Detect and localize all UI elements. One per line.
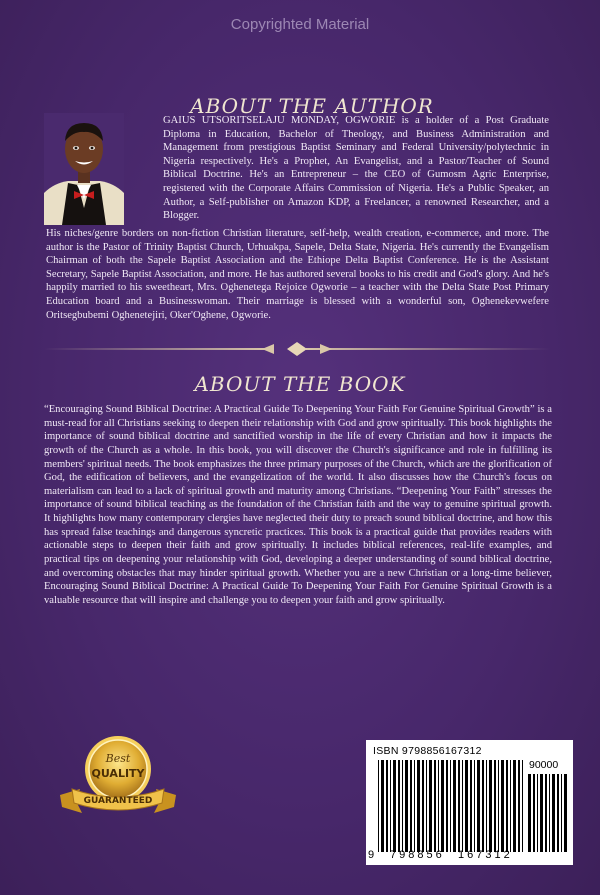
- badge-guaranteed-text: GUARANTEED: [83, 796, 153, 806]
- barcode-main-bars: [378, 760, 524, 852]
- barcode-bar: [506, 760, 508, 852]
- badge-quality-text: QUALITY: [91, 767, 145, 780]
- barcode-lead-digit: 9: [368, 849, 375, 861]
- barcode-bar: [381, 760, 384, 852]
- badge-best-text: Best: [105, 752, 131, 765]
- barcode-bar: [462, 760, 463, 852]
- barcode-bar: [393, 760, 396, 852]
- barcode-bar: [494, 760, 496, 852]
- barcode-bar: [518, 760, 520, 852]
- barcode-bar: [552, 774, 555, 852]
- barcode-bar: [422, 760, 424, 852]
- barcode-addon-bars: [528, 774, 568, 852]
- barcode-bar: [450, 760, 451, 852]
- barcode-bar: [470, 760, 472, 852]
- price-code: 90000: [529, 759, 559, 771]
- barcode-bar: [537, 774, 538, 852]
- barcode-bar: [446, 760, 448, 852]
- barcode-bar: [489, 760, 492, 852]
- about-book-heading: ABOUT THE BOOK: [194, 372, 406, 396]
- isbn-barcode: [366, 740, 573, 865]
- barcode-bar: [522, 760, 523, 852]
- barcode-bar: [482, 760, 484, 852]
- barcode-bar: [402, 760, 403, 852]
- author-bio-bottom: His niches/genre borders on non-fiction Christian literature, self-help, wealth creation, e-commerce, and more. The author is the Pastor of Trinity Baptist Church, Urhuakpa, Sapele, Delta State, Nigeria. He's currently the Evangelism Chairman of both the Sapele Baptist Association and the Ethiope Delta Baptist Conference. He is the Assistant Secretary, Sapele Baptist Association, and more. He has authored several books to his credit and God's glory. And he's happily married to his sweetheart, Mrs. Oghenetega Rejoice Ogworie – a teacher with the Delta State Post Primary Education board and a Businesswoman. Their marriage is blessed with a wonderful son, Oghenekevwefere Oritsegbubemi Oghenetejiri, Oker'Oghene, Ogworie.: [46, 228, 549, 321]
- barcode-bar: [378, 760, 379, 852]
- author-bio-top: GAIUS UTSORITSELAJU MONDAY, OGWORIE is a holder of a Post Graduate Diploma in Education, Bachelor of Theology, and Business Administration and Management from prestigious Baptist Seminary and Federal University/polytechnic in Nigeria respectively. He's a Prophet, An Evangelist, and a Pastor/Teacher of Sound Biblical Doctrine. He's an Entrepreneur – the CEO of Gumosm Agric Enterprise, registered with the Corporate Affairs Commission of Nigeria. He's a Public Speaker, an Author, a Self-publisher on Amazon KDP, a Freelancer, a renowned Researcher, and a Blogger.: [163, 115, 549, 222]
- author-photo: [44, 113, 124, 225]
- barcode-bar: [533, 774, 535, 852]
- barcode-bar: [540, 774, 543, 852]
- barcode-bar: [477, 760, 480, 852]
- barcode-bar: [441, 760, 444, 852]
- barcode-bar: [386, 760, 388, 852]
- barcode-bar: [398, 760, 400, 852]
- barcode-digits-left: 798856: [390, 849, 445, 861]
- barcode-bar: [438, 760, 439, 852]
- barcode-bar: [561, 774, 562, 852]
- barcode-bar: [453, 760, 456, 852]
- barcode-bar: [426, 760, 427, 852]
- ornament-divider: [44, 342, 550, 356]
- barcode-bar: [557, 774, 559, 852]
- barcode-bar: [486, 760, 487, 852]
- barcode-bar: [474, 760, 475, 852]
- barcode-bar: [513, 760, 516, 852]
- barcode-bar: [458, 760, 460, 852]
- quality-guaranteed-seal: [58, 733, 178, 823]
- barcode-bar: [429, 760, 432, 852]
- barcode-bar: [498, 760, 499, 852]
- barcode-bar: [410, 760, 412, 852]
- barcode-bar: [549, 774, 550, 852]
- barcode-bar: [528, 774, 531, 852]
- barcode-digits-right: 167312: [458, 849, 513, 861]
- barcode-bar: [545, 774, 547, 852]
- book-description: “Encouraging Sound Biblical Doctrine: A Practical Guide To Deepening Your Faith For Genuine Spiritual Growth” is a must-read for all Christians seeking to deepen their relationship with God and grow spiritually. This book highlights the importance of sound biblical doctrine and sanctified worship in the life of every Christian and how it impacts the growth of the Church as a whole. In this book, you will discover the Church's significance and role in fulfilling its members' spiritual needs. The book emphasizes the three primary purposes of the Church, which are the glorification of God, the edification of believers, and the evangelization of the world. It also discusses how the Church's focus on materialism can lead to a lack of spiritual growth and maturity among Christians. “Deepening Your Faith” stresses the importance of sound biblical teaching as the foundation of the Christian faith and the way to genuine spiritual growth. It highlights how many contemporary clergies have neglected their duty to preach sound biblical doctrine, and how this has spread false teachings and dangerous syncretic practices. This book is a practical guide that provides readers with actionable steps to deepen their faith and grow spiritually. It includes biblical references, real-life examples, and practical tips on deepening your relationship with God, developing a deeper understanding of sound biblical doctrine, and overcoming obstacles that may hinder spiritual growth. Whether you are a new Christian or a long-time believer, Encouraging Sound Biblical Doctrine: A Practical Guide To Deepening Your Faith For Genuine Spiritual Growth is a valuable resource that will inspire and challenge you to deepen your faith and grow spiritually.: [44, 404, 552, 606]
- barcode-bar: [390, 760, 391, 852]
- about-author-heading: ABOUT THE AUTHOR: [190, 94, 434, 118]
- barcode-bar: [501, 760, 504, 852]
- barcode-bar: [510, 760, 511, 852]
- isbn-label: ISBN 9798856167312: [373, 745, 482, 757]
- barcode-bar: [405, 760, 408, 852]
- barcode-bar: [417, 760, 420, 852]
- barcode-bar: [465, 760, 468, 852]
- barcode-bar: [564, 774, 567, 852]
- barcode-bar: [434, 760, 436, 852]
- watermark: Copyrighted Material: [230, 16, 370, 33]
- barcode-bar: [414, 760, 415, 852]
